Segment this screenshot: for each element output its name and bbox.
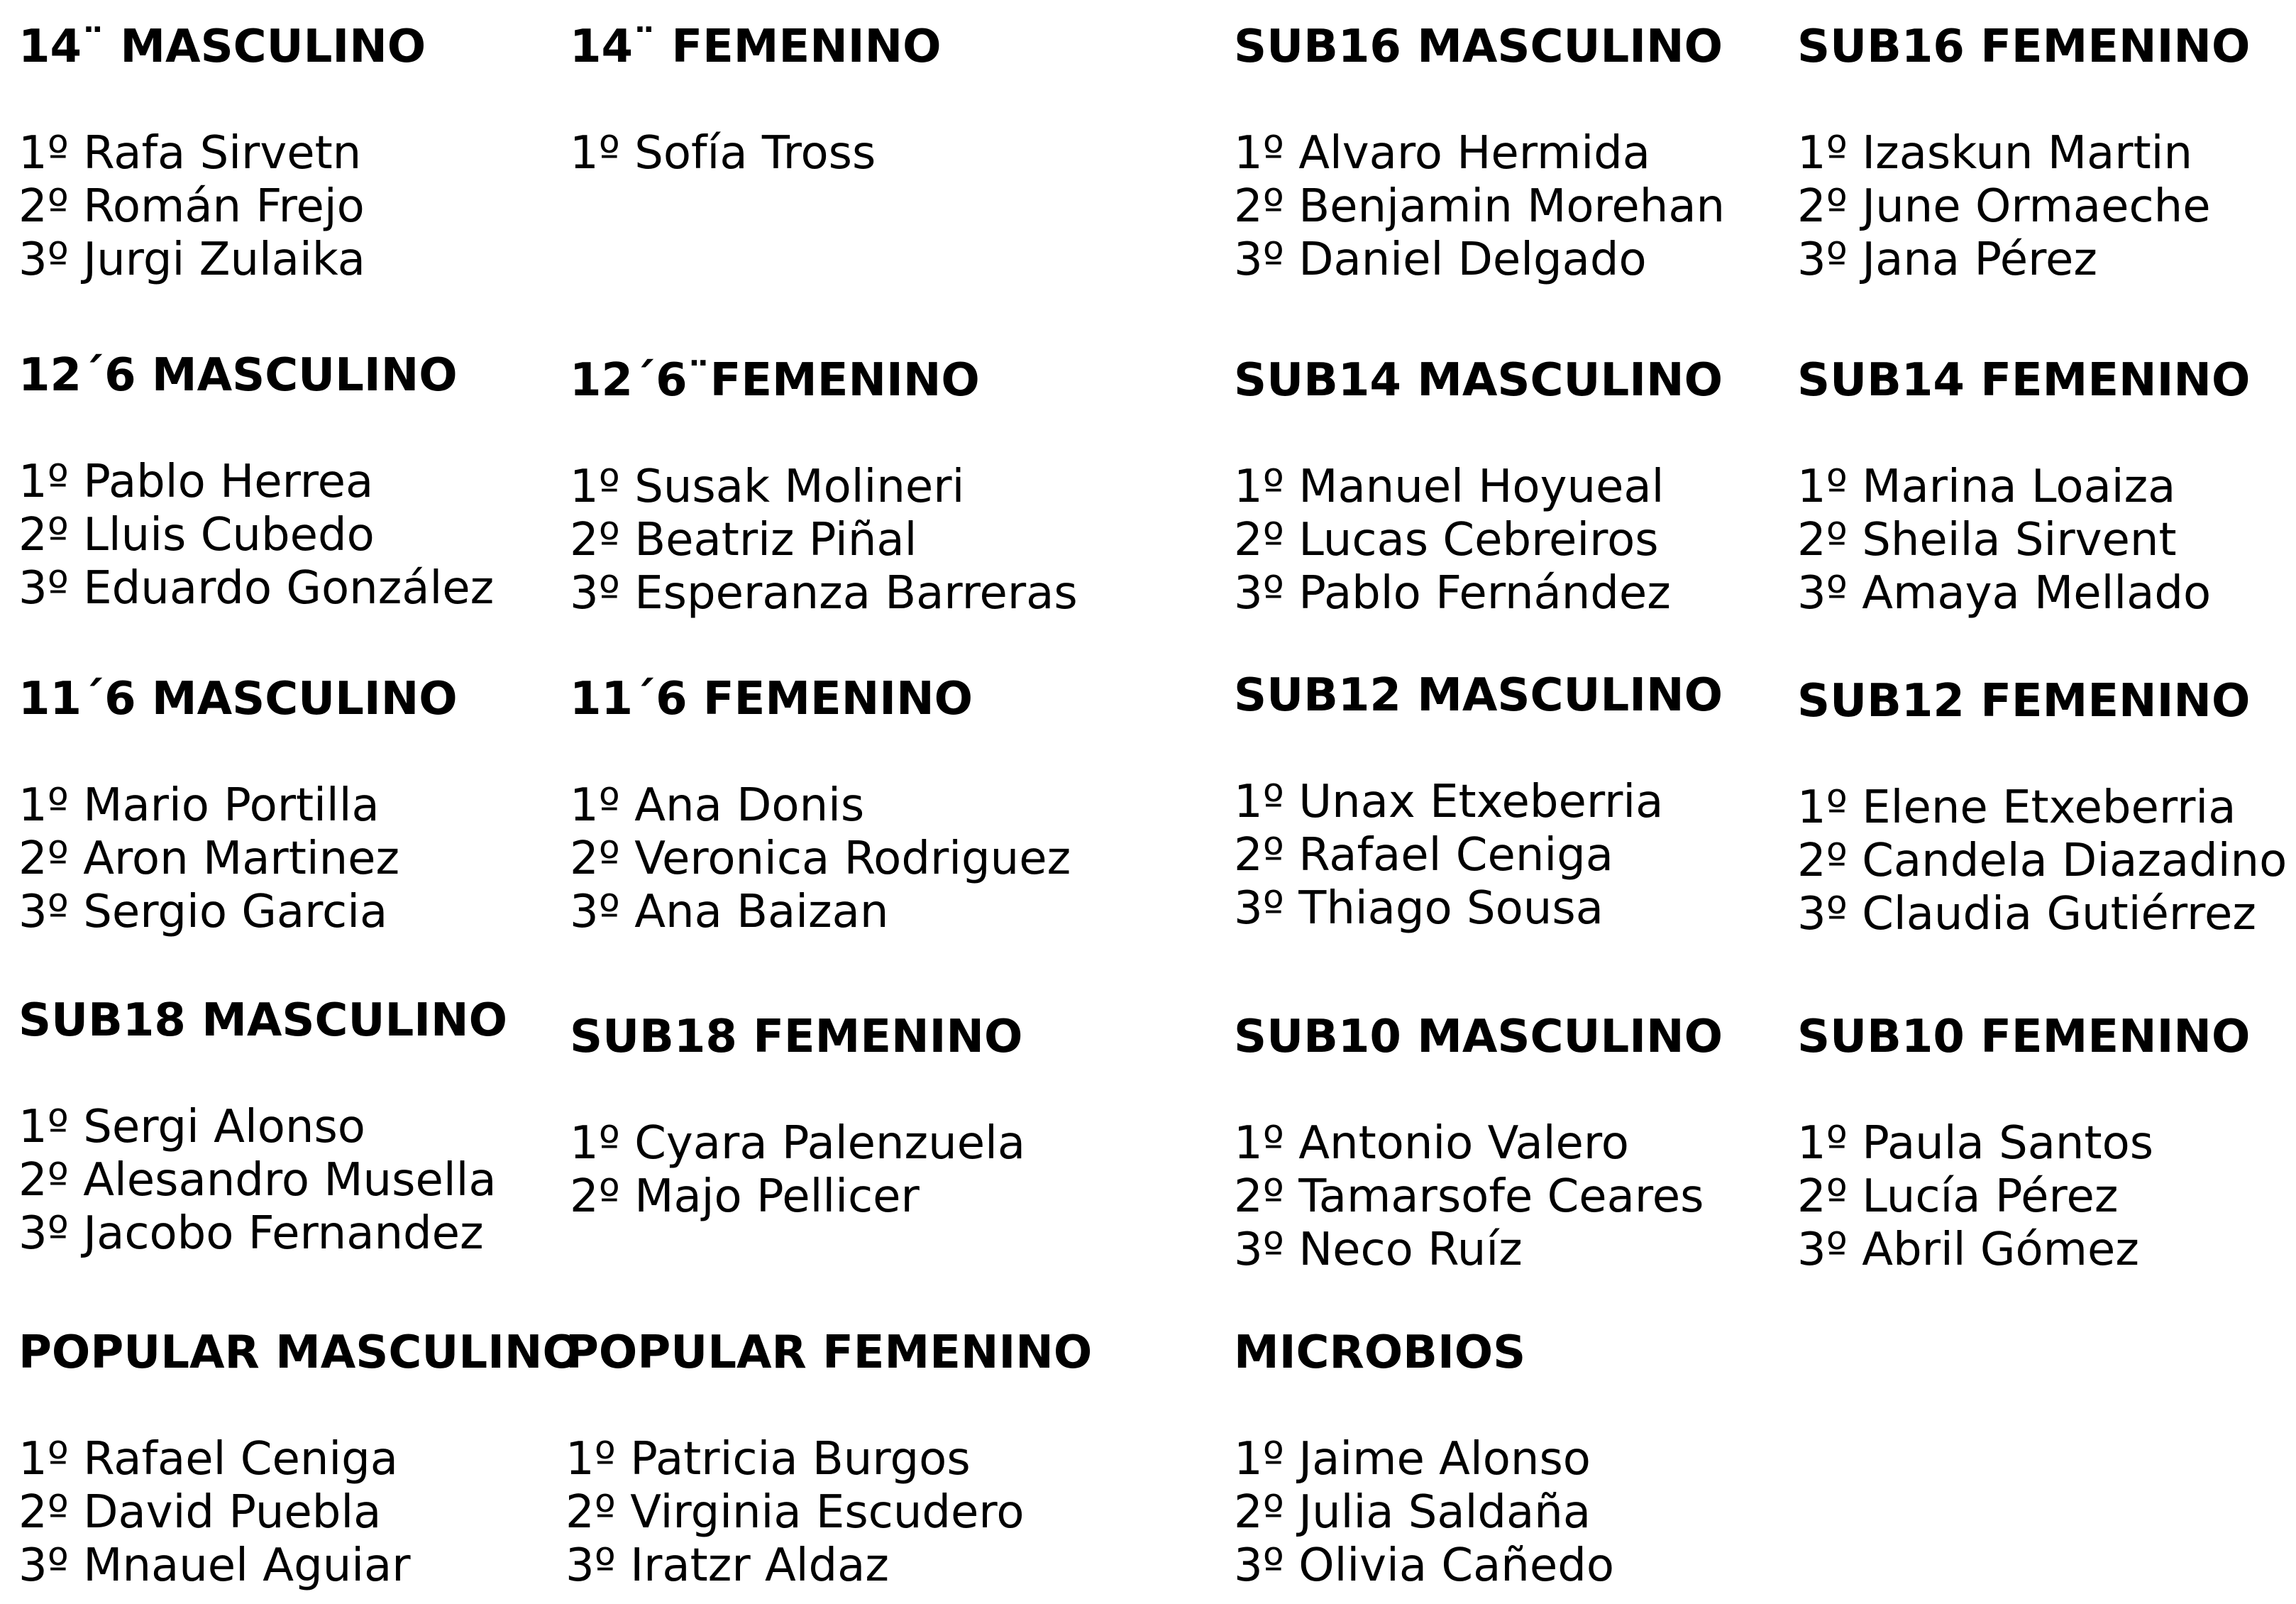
- result-item: 3º Ana Baizan: [570, 886, 889, 938]
- result-item: 3º Eduardo González: [18, 562, 495, 615]
- category-11-6-femenino: [570, 673, 1071, 939]
- results-list: [1797, 1117, 2250, 1277]
- category-title: SUB14 FEMENINO: [1797, 354, 2251, 407]
- result-item: 1º Alvaro Hermida: [1234, 127, 1650, 180]
- category-14-masculino: [18, 21, 426, 287]
- results-list: [1234, 776, 1723, 935]
- category-title: 11´6 FEMENINO: [570, 673, 973, 725]
- category-title: SUB18 FEMENINO: [570, 1011, 1023, 1063]
- category-title: POPULAR FEMENINO: [565, 1326, 1093, 1379]
- results-list: [1234, 461, 1723, 620]
- result-item: 3º Jana Pérez: [1797, 234, 2097, 286]
- category-title: SUB16 FEMENINO: [1797, 21, 2251, 73]
- result-item: 1º Mario Portilla: [18, 779, 380, 832]
- results-list: [1234, 1433, 1614, 1593]
- result-item: 2º Alesandro Musella: [18, 1154, 497, 1207]
- category-title: 12´6 MASCULINO: [18, 349, 458, 402]
- result-item: 2º Julia Saldaña: [1234, 1486, 1591, 1539]
- category-title: 12´6¨FEMENINO: [570, 354, 980, 407]
- result-item: 2º Rafael Ceniga: [1234, 829, 1613, 881]
- category-14-femenino: [570, 21, 942, 180]
- result-item: 3º Iratzr Aldaz: [565, 1539, 889, 1592]
- result-item: 3º Esperanza Barreras: [570, 567, 1078, 620]
- results-list: [18, 779, 458, 939]
- result-item: 3º Claudia Gutiérrez: [1797, 888, 2256, 940]
- result-item: 1º Rafael Ceniga: [18, 1433, 398, 1485]
- category-microbios: [1234, 1326, 1614, 1593]
- category-sub10-femenino: [1797, 1011, 2250, 1277]
- result-item: 3º Daniel Delgado: [1234, 234, 1647, 286]
- category-title: SUB18 MASCULINO: [18, 994, 507, 1047]
- result-item: 3º Pablo Fernández: [1234, 567, 1671, 620]
- result-item: 2º Beatriz Piñal: [570, 514, 917, 566]
- result-item: 2º June Ormaeche: [1797, 180, 2211, 233]
- results-list: [570, 127, 942, 180]
- result-item: 1º Marina Loaiza: [1797, 461, 2176, 513]
- category-sub12-masculino: [1234, 669, 1723, 935]
- results-list: [1797, 461, 2250, 620]
- result-item: 3º Mnauel Aguiar: [18, 1539, 411, 1592]
- category-sub16-femenino: [1797, 21, 2250, 287]
- category-sub18-masculino: [18, 994, 507, 1260]
- results-list: [565, 1433, 1092, 1593]
- result-item: 2º Candela Diazadino: [1797, 835, 2287, 887]
- result-item: 2º Lucía Pérez: [1797, 1170, 2119, 1223]
- result-item: 1º Paula Santos: [1797, 1117, 2154, 1170]
- results-list: [1234, 1117, 1723, 1277]
- result-item: 1º Antonio Valero: [1234, 1117, 1629, 1170]
- category-sub16-masculino: [1234, 21, 1725, 287]
- result-item: 2º Aron Martinez: [18, 833, 400, 885]
- result-item: 3º Jurgi Zulaika: [18, 234, 365, 286]
- result-item: 2º Román Frejo: [18, 180, 365, 233]
- results-list: [570, 461, 1078, 620]
- result-item: 1º Jaime Alonso: [1234, 1433, 1591, 1485]
- result-item: 3º Amaya Mellado: [1797, 567, 2212, 620]
- category-sub18-femenino: [570, 1011, 1025, 1224]
- category-12-6-masculino: [18, 349, 494, 615]
- result-item: 1º Manuel Hoyueal: [1234, 461, 1665, 513]
- result-item: 3º Sergio Garcia: [18, 886, 388, 938]
- result-item: 2º Virginia Escudero: [565, 1486, 1025, 1539]
- category-title: POPULAR MASCULINO: [18, 1326, 581, 1379]
- result-item: 2º Lucas Cebreiros: [1234, 514, 1659, 566]
- result-item: 3º Jacobo Fernandez: [18, 1207, 484, 1260]
- category-sub14-femenino: [1797, 354, 2250, 620]
- result-item: 3º Abril Gómez: [1797, 1224, 2139, 1276]
- category-title: SUB14 MASCULINO: [1234, 354, 1723, 407]
- result-item: 1º Elene Etxeberria: [1797, 781, 2236, 834]
- category-title: MICROBIOS: [1234, 1326, 1526, 1379]
- results-list: [18, 127, 426, 287]
- result-item: 2º Tamarsofe Ceares: [1234, 1170, 1704, 1223]
- result-item: 1º Sofía Tross: [570, 127, 876, 180]
- category-title: 14¨ MASCULINO: [18, 21, 426, 73]
- category-popular-femenino: [565, 1326, 1092, 1593]
- result-item: 3º Neco Ruíz: [1234, 1224, 1523, 1276]
- result-item: 2º Majo Pellicer: [570, 1170, 920, 1223]
- result-item: 3º Thiago Sousa: [1234, 882, 1604, 935]
- category-sub14-masculino: [1234, 354, 1723, 620]
- category-12-6-femenino: [570, 354, 1078, 620]
- result-item: 2º Lluis Cubedo: [18, 509, 375, 561]
- category-title: SUB12 MASCULINO: [1234, 669, 1723, 722]
- result-item: 2º Benjamin Morehan: [1234, 180, 1726, 233]
- result-item: 1º Rafa Sirvetn: [18, 127, 362, 180]
- category-title: SUB10 MASCULINO: [1234, 1011, 1723, 1063]
- category-title: 11´6 MASCULINO: [18, 673, 458, 725]
- result-item: 1º Ana Donis: [570, 779, 865, 832]
- result-item: 3º Olivia Cañedo: [1234, 1539, 1614, 1592]
- category-title: SUB16 MASCULINO: [1234, 21, 1723, 73]
- result-item: 2º Sheila Sirvent: [1797, 514, 2177, 566]
- results-list: [570, 1117, 1025, 1224]
- results-list: [1797, 781, 2287, 941]
- category-popular-masculino: [18, 1326, 581, 1593]
- result-item: 1º Izaskun Martin: [1797, 127, 2192, 180]
- results-list: [1234, 127, 1725, 287]
- result-item: 1º Pablo Herrea: [18, 456, 374, 508]
- category-sub10-masculino: [1234, 1011, 1723, 1277]
- results-list: [18, 456, 494, 615]
- result-item: 2º Veronica Rodriguez: [570, 833, 1071, 885]
- results-list: [18, 1101, 507, 1260]
- results-list: [570, 779, 1071, 939]
- result-item: 1º Cyara Palenzuela: [570, 1117, 1026, 1170]
- category-title: 14¨ FEMENINO: [570, 21, 942, 73]
- result-item: 1º Patricia Burgos: [565, 1433, 971, 1485]
- category-11-6-masculino: [18, 673, 458, 939]
- result-item: 1º Unax Etxeberria: [1234, 776, 1664, 828]
- category-title: SUB10 FEMENINO: [1797, 1011, 2251, 1063]
- category-title: SUB12 FEMENINO: [1797, 675, 2251, 727]
- results-list: [18, 1433, 581, 1593]
- result-item: 2º David Puebla: [18, 1486, 382, 1539]
- category-sub12-femenino: [1797, 675, 2287, 941]
- result-item: 1º Susak Molineri: [570, 461, 965, 513]
- result-item: 1º Sergi Alonso: [18, 1101, 365, 1153]
- results-list: [1797, 127, 2250, 287]
